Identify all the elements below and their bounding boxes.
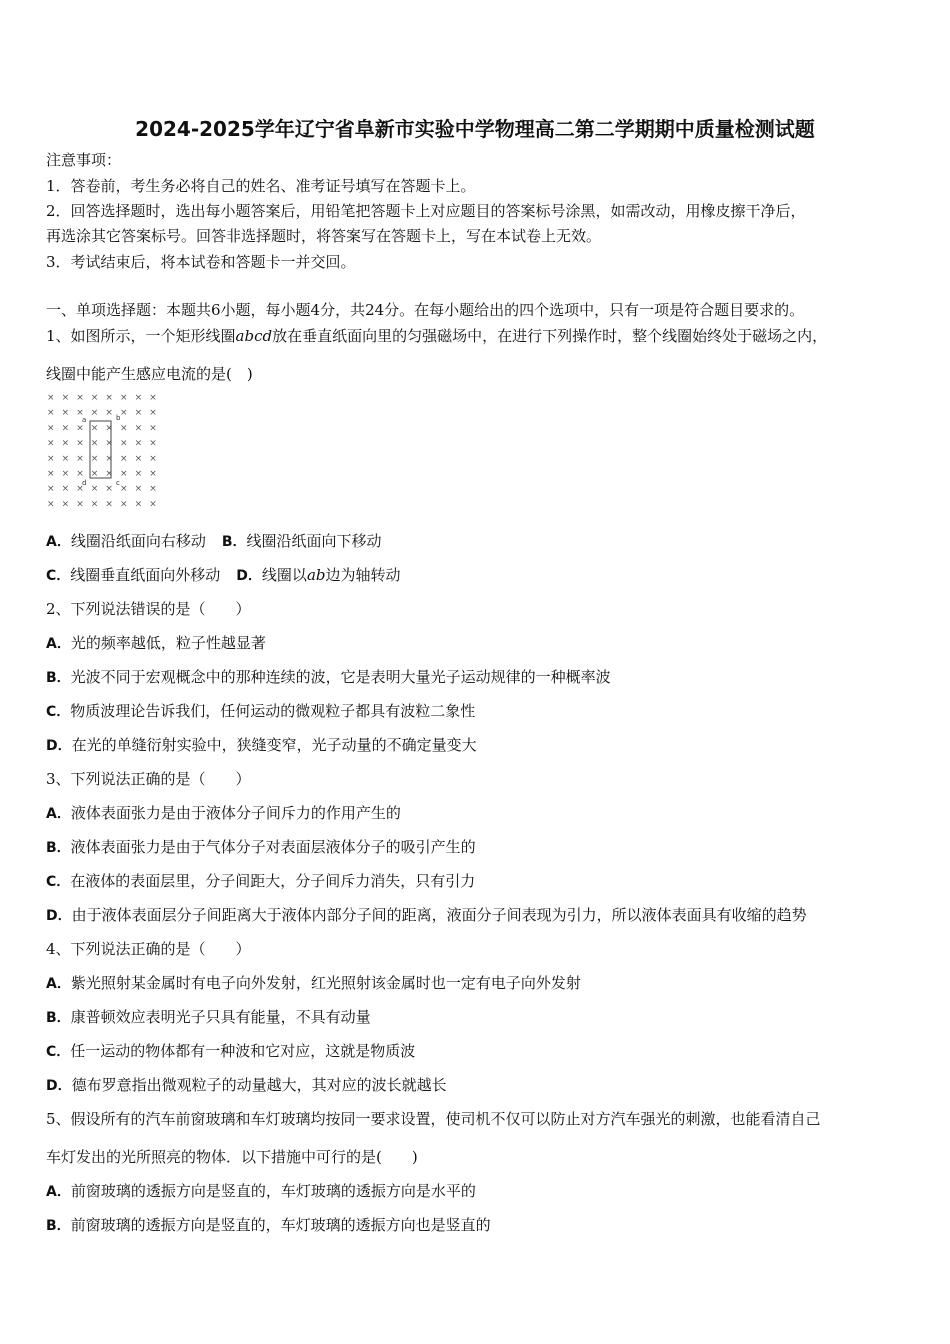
q2-option-a: [46, 633, 266, 654]
q3-opt-d-label: D．: [46, 908, 72, 924]
field-cross: ×: [47, 469, 55, 479]
q5-option-a: [46, 1181, 476, 1202]
field-cross: ×: [105, 438, 113, 449]
field-cross: ×: [76, 423, 84, 434]
field-cross: ×: [149, 499, 157, 510]
q4-opt-a-label: A．: [46, 976, 71, 992]
field-cross: ×: [120, 393, 128, 403]
q2-opt-c-text: 物质波理论告诉我们，任何运动的微观粒子都具有波粒二象性: [70, 702, 476, 720]
q3-option-d: [46, 905, 807, 926]
q2-option-b: [46, 667, 611, 688]
q4-opt-d-text: 德布罗意指出微观粒子的动量越大，其对应的波长就越长: [71, 1076, 447, 1094]
q3-opt-c-label: C．: [46, 874, 71, 890]
q5-stem-line2: 车灯发出的光所照亮的物体．以下措施中可行的是( ): [46, 1148, 418, 1166]
q1-opt-b-label: B．: [221, 534, 247, 550]
field-cross: ×: [76, 408, 84, 419]
q1-opt-a-label: A．: [46, 534, 71, 550]
field-cross: ×: [149, 438, 157, 449]
q5-stem-line1: 5、假设所有的汽车前窗玻璃和车灯玻璃均按同一要求设置，使司机不仅可以防止对方汽车强光的刺激，也能看清自己: [46, 1110, 821, 1128]
q4-option-b: [46, 1007, 371, 1028]
q1-opt-c: 线圈垂直纸面向外移动: [70, 566, 221, 584]
field-cross: ×: [134, 423, 143, 434]
field-cross: ×: [90, 453, 99, 464]
field-cross: ×: [134, 469, 143, 479]
q4-opt-c-text: 任一运动的物体都有一种波和它对应，这就是物质波: [70, 1042, 416, 1060]
q3-option-b: [46, 837, 476, 858]
q1-stem-line1: [46, 326, 827, 346]
field-cross: ×: [120, 469, 128, 479]
q5-opt-a-text: 前窗玻璃的透振方向是竖直的，车灯玻璃的透振方向是水平的: [70, 1182, 476, 1200]
q4-option-a: [46, 973, 581, 994]
field-cross: ×: [47, 438, 55, 449]
q3-opt-b-label: B．: [46, 840, 71, 856]
field-cross: ×: [134, 453, 143, 464]
q5-option-b: [46, 1215, 491, 1236]
q1-figure: [44, 390, 166, 512]
field-cross: ×: [90, 408, 99, 419]
q3-opt-d-text: 由于液体表面层分子间距离大于液体内部分子间的距离，液面分子间表现为引力，所以液体表面具有收缩的趋势: [71, 906, 807, 924]
q4-opt-d-label: D．: [46, 1078, 72, 1094]
q2-option-d: [46, 735, 477, 756]
q1-opt-d-b: 边为轴转动: [325, 566, 401, 584]
field-cross: ×: [47, 484, 55, 495]
field-cross: ×: [120, 438, 128, 449]
field-cross: ×: [76, 453, 84, 464]
q2-opt-c-label: C．: [46, 704, 71, 720]
notice-item-2-cont: 再选涂其它答案标号。回答非选择题时，将答案写在答题卡上，写在本试卷上无效。: [46, 227, 602, 245]
field-cross: ×: [105, 484, 113, 495]
q2-opt-d-text: 在光的单缝衍射实验中，狭缝变窄，光子动量的不确定量变大: [71, 736, 477, 754]
field-cross: ×: [90, 499, 99, 510]
notice-heading: 注意事项：: [46, 151, 122, 169]
field-cross: ×: [105, 469, 113, 479]
field-cross: ×: [90, 423, 99, 434]
q2-opt-a-text: 光的频率越低，粒子性越显著: [70, 634, 266, 652]
q5-opt-b-label: B．: [46, 1218, 71, 1234]
q5-opt-a-label: A．: [46, 1184, 71, 1200]
coil-label-c: c: [116, 479, 120, 487]
q5-opt-b-text: 前窗玻璃的透振方向是竖直的，车灯玻璃的透振方向也是竖直的: [70, 1216, 491, 1234]
field-cross: ×: [61, 423, 70, 434]
field-cross: ×: [76, 484, 84, 495]
q3-opt-b-text: 液体表面张力是由于气体分子对表面层液体分子的吸引产生的: [70, 838, 476, 856]
field-cross: ×: [90, 469, 99, 479]
q2-stem: 2、下列说法错误的是（ ）: [46, 600, 251, 618]
q1-stem-var: abcd: [235, 327, 273, 345]
field-cross: ×: [120, 423, 128, 434]
field-cross: ×: [149, 408, 157, 419]
field-cross: ×: [105, 423, 113, 434]
field-cross-grid: [47, 393, 157, 509]
field-cross: ×: [47, 393, 55, 403]
field-cross: ×: [105, 408, 113, 419]
q1-opt-a: 线圈沿纸面向右移动: [70, 532, 206, 550]
q2-option-c: [46, 701, 475, 722]
field-cross: ×: [149, 469, 157, 479]
field-cross: ×: [76, 438, 84, 449]
q4-stem: 4、下列说法正确的是（ ）: [46, 940, 251, 958]
q2-opt-a-label: A．: [46, 636, 71, 652]
field-cross: ×: [76, 499, 84, 510]
field-cross: ×: [105, 453, 113, 464]
field-cross: ×: [76, 393, 84, 403]
field-cross: ×: [149, 453, 157, 464]
section-heading: 一、单项选择题：本题共6小题，每小题4分，共24分。在每小题给出的四个选项中，只有一项是符合题目要求的。: [46, 301, 805, 319]
q1-opt-b: 线圈沿纸面向下移动: [246, 532, 382, 550]
q3-opt-c-text: 在液体的表面层里，分子间距大，分子间斥力消失，只有引力: [70, 872, 476, 890]
field-cross: ×: [47, 423, 55, 434]
q1-opt-d-a: 线圈以: [261, 566, 307, 584]
q4-option-d: [46, 1075, 447, 1096]
coil-label-a: a: [82, 416, 87, 424]
q1-stem-b: 放在垂直纸面向里的匀强磁场中，在进行下列操作时，整个线圈始终处于磁场之内，: [272, 327, 828, 345]
notice-item-3: 3．考试结束后，将本试卷和答题卡一并交回。: [46, 253, 356, 271]
field-cross: ×: [76, 469, 84, 479]
field-cross: ×: [61, 438, 70, 449]
field-cross: ×: [61, 499, 70, 510]
field-cross: ×: [134, 408, 143, 419]
field-cross: ×: [120, 453, 128, 464]
notice-item-1: 1．答卷前，考生务必将自己的姓名、准考证号填写在答题卡上。: [46, 177, 476, 195]
field-cross: ×: [149, 484, 157, 495]
q2-opt-d-label: D．: [46, 738, 72, 754]
field-cross: ×: [120, 484, 128, 495]
field-cross: ×: [105, 499, 113, 510]
field-cross: ×: [61, 453, 70, 464]
magnetic-field-diagram: [44, 390, 166, 512]
field-cross: ×: [120, 499, 128, 510]
field-cross: ×: [134, 393, 143, 403]
q1-options-ab: [46, 531, 382, 552]
field-cross: ×: [105, 393, 113, 403]
field-cross: ×: [47, 408, 55, 419]
q4-opt-a-text: 紫光照射某金属时有电子向外发射，红光照射该金属时也一定有电子向外发射: [70, 974, 581, 992]
q4-opt-b-label: B．: [46, 1010, 71, 1026]
field-cross: ×: [149, 393, 157, 403]
field-cross: ×: [134, 438, 143, 449]
field-cross: ×: [61, 393, 70, 403]
q1-opt-c-label: C．: [46, 568, 71, 584]
page-title: 2024-2025学年辽宁省阜新市实验中学物理高二第二学期期中质量检测试题: [135, 117, 815, 141]
q1-opt-d-var: ab: [306, 566, 326, 584]
q4-opt-c-label: C．: [46, 1044, 71, 1060]
q1-options-cd: [46, 565, 401, 586]
field-cross: ×: [47, 499, 55, 510]
field-cross: ×: [61, 408, 70, 419]
field-cross: ×: [90, 438, 99, 449]
q3-option-a: [46, 803, 401, 824]
field-cross: ×: [149, 423, 157, 434]
notice-item-2: 2．回答选择题时，选出每小题答案后，用铅笔把答题卡上对应题目的答案标号涂黑，如需改动，用橡皮擦干净后，: [46, 202, 806, 220]
field-cross: ×: [61, 484, 70, 495]
q3-option-c: [46, 871, 475, 892]
q2-opt-b-text: 光波不同于宏观概念中的那种连续的波，它是表明大量光子运动规律的一种概率波: [70, 668, 611, 686]
field-cross: ×: [47, 453, 55, 464]
field-cross: ×: [61, 469, 70, 479]
q1-stem-line2: 线圈中能产生感应电流的是( ): [46, 365, 253, 383]
coil-label-d: d: [82, 479, 87, 487]
field-cross: ×: [134, 499, 143, 510]
q1-opt-d-label: D．: [236, 568, 262, 584]
q1-stem-a: 1、如图所示，一个矩形线圈: [46, 327, 236, 345]
coil-label-b: b: [116, 414, 121, 422]
q3-stem: 3、下列说法正确的是（ ）: [46, 770, 251, 788]
q4-option-c: [46, 1041, 415, 1062]
q3-opt-a-label: A．: [46, 806, 71, 822]
field-cross: ×: [134, 484, 143, 495]
field-cross: ×: [90, 484, 99, 495]
q4-opt-b-text: 康普顿效应表明光子只具有能量，不具有动量: [70, 1008, 371, 1026]
field-cross: ×: [90, 393, 99, 403]
q2-opt-b-label: B．: [46, 670, 71, 686]
q3-opt-a-text: 液体表面张力是由于液体分子间斥力的作用产生的: [70, 804, 401, 822]
field-cross: ×: [120, 408, 128, 419]
